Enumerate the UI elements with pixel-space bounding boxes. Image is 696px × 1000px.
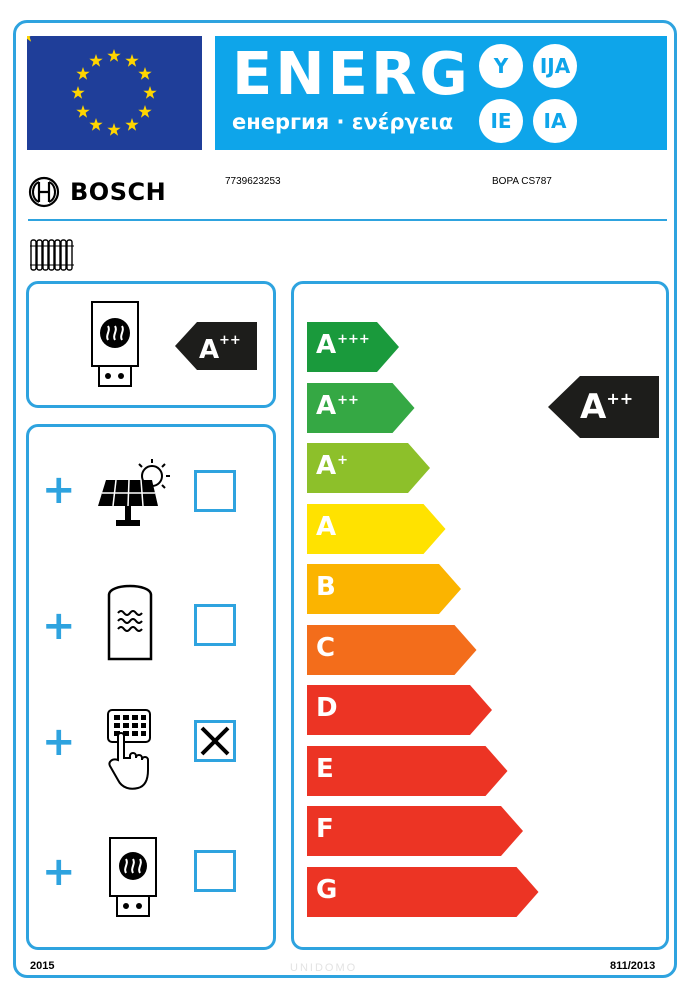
energy-class-label: C xyxy=(316,632,336,663)
brand xyxy=(28,176,166,208)
energy-class-label: E xyxy=(316,753,334,784)
solar-collector-icon xyxy=(92,458,176,530)
energy-class-label: A+ xyxy=(316,451,349,481)
energy-class-label: D xyxy=(316,693,338,723)
energy-subtitle: енергия · ενέργεια xyxy=(232,110,454,134)
energy-class-label: F xyxy=(316,814,334,844)
energy-class-label: B xyxy=(316,572,336,602)
bosch-logo-icon xyxy=(28,176,60,208)
eu-flag-icon xyxy=(27,36,202,150)
storage-checkbox[interactable] xyxy=(194,604,236,646)
radiator-icon xyxy=(30,238,76,272)
product-class-sup: ++ xyxy=(219,333,241,348)
plus-sign: + xyxy=(42,719,76,765)
brand-name: BOSCH xyxy=(70,178,167,206)
energy-class-bar xyxy=(307,867,539,917)
temperature-control-icon xyxy=(104,708,154,792)
supplier-code: 7739623253 xyxy=(225,176,281,187)
footer-regulation: 811/2013 xyxy=(610,960,656,972)
hot-water-storage-icon xyxy=(106,581,154,663)
energy-class-bar xyxy=(307,564,461,614)
control-checkbox[interactable] xyxy=(194,720,236,762)
energy-class-bar xyxy=(307,806,523,856)
energy-class-bar xyxy=(307,746,508,796)
plus-sign: + xyxy=(42,849,76,895)
product-class-badge xyxy=(175,322,257,370)
check-x-icon xyxy=(197,723,233,759)
suffix-ia: IA xyxy=(533,99,577,143)
energy-class-bar xyxy=(307,322,399,372)
energy-class-label: A++ xyxy=(316,390,359,421)
suffix-ija: IJA xyxy=(533,44,577,88)
plus-sign: + xyxy=(42,467,76,513)
suffix-y: Y xyxy=(479,44,523,88)
plus-sign: + xyxy=(42,603,76,649)
energy-class-bar xyxy=(307,625,477,675)
energy-class-bar xyxy=(307,685,492,735)
energy-class-label: A+++ xyxy=(316,330,370,360)
supplementary-heater-icon xyxy=(108,836,158,920)
water-heater-icon xyxy=(90,300,140,388)
product-class-letter: A xyxy=(199,335,220,365)
energy-class-bar xyxy=(307,443,430,493)
model-identifier: BOPA CS787 xyxy=(492,176,552,187)
solar-checkbox[interactable] xyxy=(194,470,236,512)
divider xyxy=(28,219,667,221)
watermark: UNIDOMO xyxy=(290,962,358,974)
heater-checkbox[interactable] xyxy=(194,850,236,892)
energy-class-bar xyxy=(307,504,446,554)
package-class-letter: A xyxy=(580,387,607,427)
footer-year: 2015 xyxy=(30,960,55,972)
energy-class-label: A xyxy=(316,511,337,542)
package-class-label xyxy=(580,385,633,429)
energy-class-bar xyxy=(307,383,415,433)
package-class-sup: ++ xyxy=(606,389,634,408)
energy-banner xyxy=(215,36,667,150)
energy-class-label: G xyxy=(316,874,338,905)
suffix-ie: IE xyxy=(479,99,523,143)
energy-title: ENERG xyxy=(232,39,471,108)
